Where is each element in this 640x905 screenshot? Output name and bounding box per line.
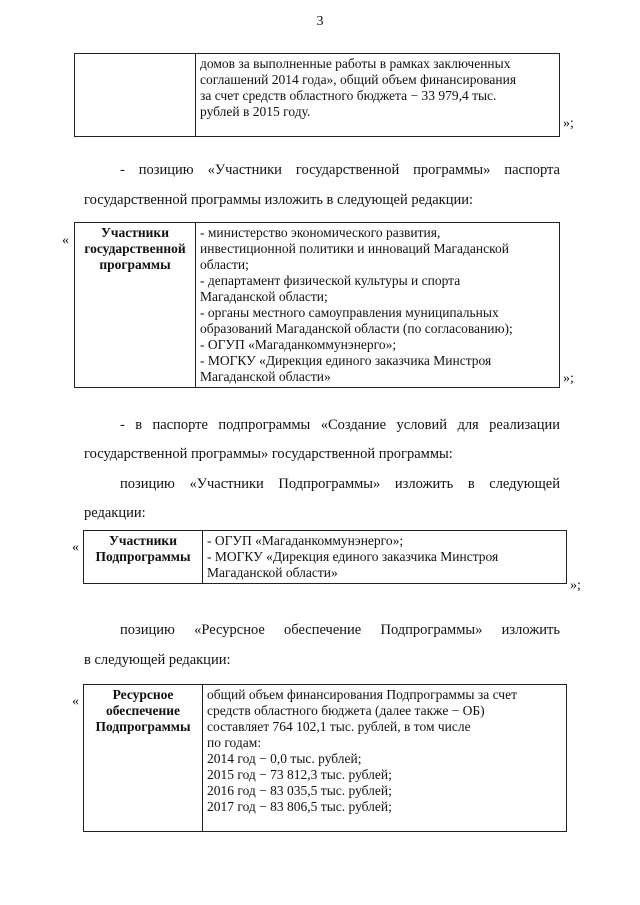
- text-line: средств областного бюджета (далее также − ОБ): [207, 703, 485, 718]
- closing-quote: »;: [570, 578, 581, 593]
- opening-quote: «: [62, 233, 69, 248]
- closing-quote: »;: [563, 116, 574, 131]
- text-line: образований Магаданской области (по согласованию);: [200, 321, 513, 336]
- label-line: Подпрограммы: [95, 549, 191, 564]
- text-line: 2014 год − 0,0 тыс. рублей;: [207, 751, 362, 766]
- label-line: Ресурсное: [112, 687, 174, 702]
- text-line: области;: [200, 257, 249, 272]
- text-line: - ОГУП «Магаданкоммунэнерго»;: [200, 337, 397, 352]
- label-line: Участники: [108, 533, 177, 548]
- participants-table: [74, 222, 560, 388]
- text-line: - МОГКУ «Дирекция единого заказчика Минстроя: [207, 549, 499, 564]
- text-line: Магаданской области»: [207, 565, 338, 580]
- text-line: общий объем финансирования Подпрограммы за счет: [207, 687, 517, 702]
- subprogram-participants-table: [83, 530, 567, 584]
- continuation-text-cell: [196, 54, 560, 137]
- page-number: 3: [316, 14, 324, 29]
- continuation-table: [74, 53, 560, 137]
- participants-text-cell: [196, 223, 560, 388]
- opening-quote: «: [72, 694, 79, 709]
- text-line: составляет 764 102,1 тыс. рублей, в том числе: [207, 719, 471, 734]
- instruction-line: государственной программы» государственной программы:: [84, 446, 453, 462]
- text-line: за счет средств областного бюджета − 33 979,4 тыс.: [200, 88, 497, 103]
- instruction-line: позицию «Ресурсное обеспечение Подпрограммы» изложить: [120, 622, 560, 638]
- resource-provision-text-cell: [203, 685, 567, 832]
- label-line: обеспечение: [105, 703, 181, 718]
- text-line: Магаданской области;: [200, 289, 328, 304]
- label-line: Подпрограммы: [95, 719, 191, 734]
- text-line: - органы местного самоуправления муниципальных: [200, 305, 499, 320]
- empty-label-cell: [75, 54, 196, 137]
- text-line: 2017 год − 83 806,5 тыс. рублей;: [207, 799, 392, 814]
- label-line: государственной: [84, 241, 186, 256]
- text-line: - ОГУП «Магаданкоммунэнерго»;: [207, 533, 404, 548]
- label-line: программы: [99, 257, 171, 272]
- text-line: 2016 год − 83 035,5 тыс. рублей;: [207, 783, 392, 798]
- instruction-line: редакции:: [84, 505, 146, 521]
- text-line: соглашений 2014 года», общий объем финансирования: [200, 72, 517, 87]
- text-line: по годам:: [207, 735, 262, 750]
- resource-provision-label-cell: [84, 685, 203, 832]
- label-line: Участники: [100, 225, 169, 240]
- participants-label-cell: [75, 223, 196, 388]
- text-line: домов за выполненные работы в рамках заключенных: [200, 56, 511, 71]
- opening-quote: «: [72, 540, 79, 555]
- instruction-line: в следующей редакции:: [84, 652, 231, 668]
- text-line: рублей в 2015 году.: [200, 104, 311, 119]
- subprogram-participants-label-cell: [84, 531, 203, 584]
- text-line: - министерство экономического развития,: [200, 225, 441, 240]
- instruction-line: государственной программы изложить в следующей редакции:: [84, 192, 474, 208]
- text-line: - МОГКУ «Дирекция единого заказчика Минстроя: [200, 353, 492, 368]
- text-line: - департамент физической культуры и спорта: [200, 273, 461, 288]
- instruction-line: - в паспорте подпрограммы «Создание условий для реализации: [120, 417, 560, 433]
- closing-quote: »;: [563, 371, 574, 386]
- instruction-line: - позицию «Участники государственной программы» паспорта: [120, 162, 560, 178]
- text-line: инвестиционной политики и инноваций Магаданской: [200, 241, 509, 256]
- subprogram-participants-text-cell: [203, 531, 567, 584]
- text-line: Магаданской области»: [200, 369, 331, 384]
- resource-provision-table: [83, 684, 567, 832]
- text-line: 2015 год − 73 812,3 тыс. рублей;: [207, 767, 392, 782]
- instruction-line: позицию «Участники Подпрограммы» изложить в следующей: [120, 476, 560, 492]
